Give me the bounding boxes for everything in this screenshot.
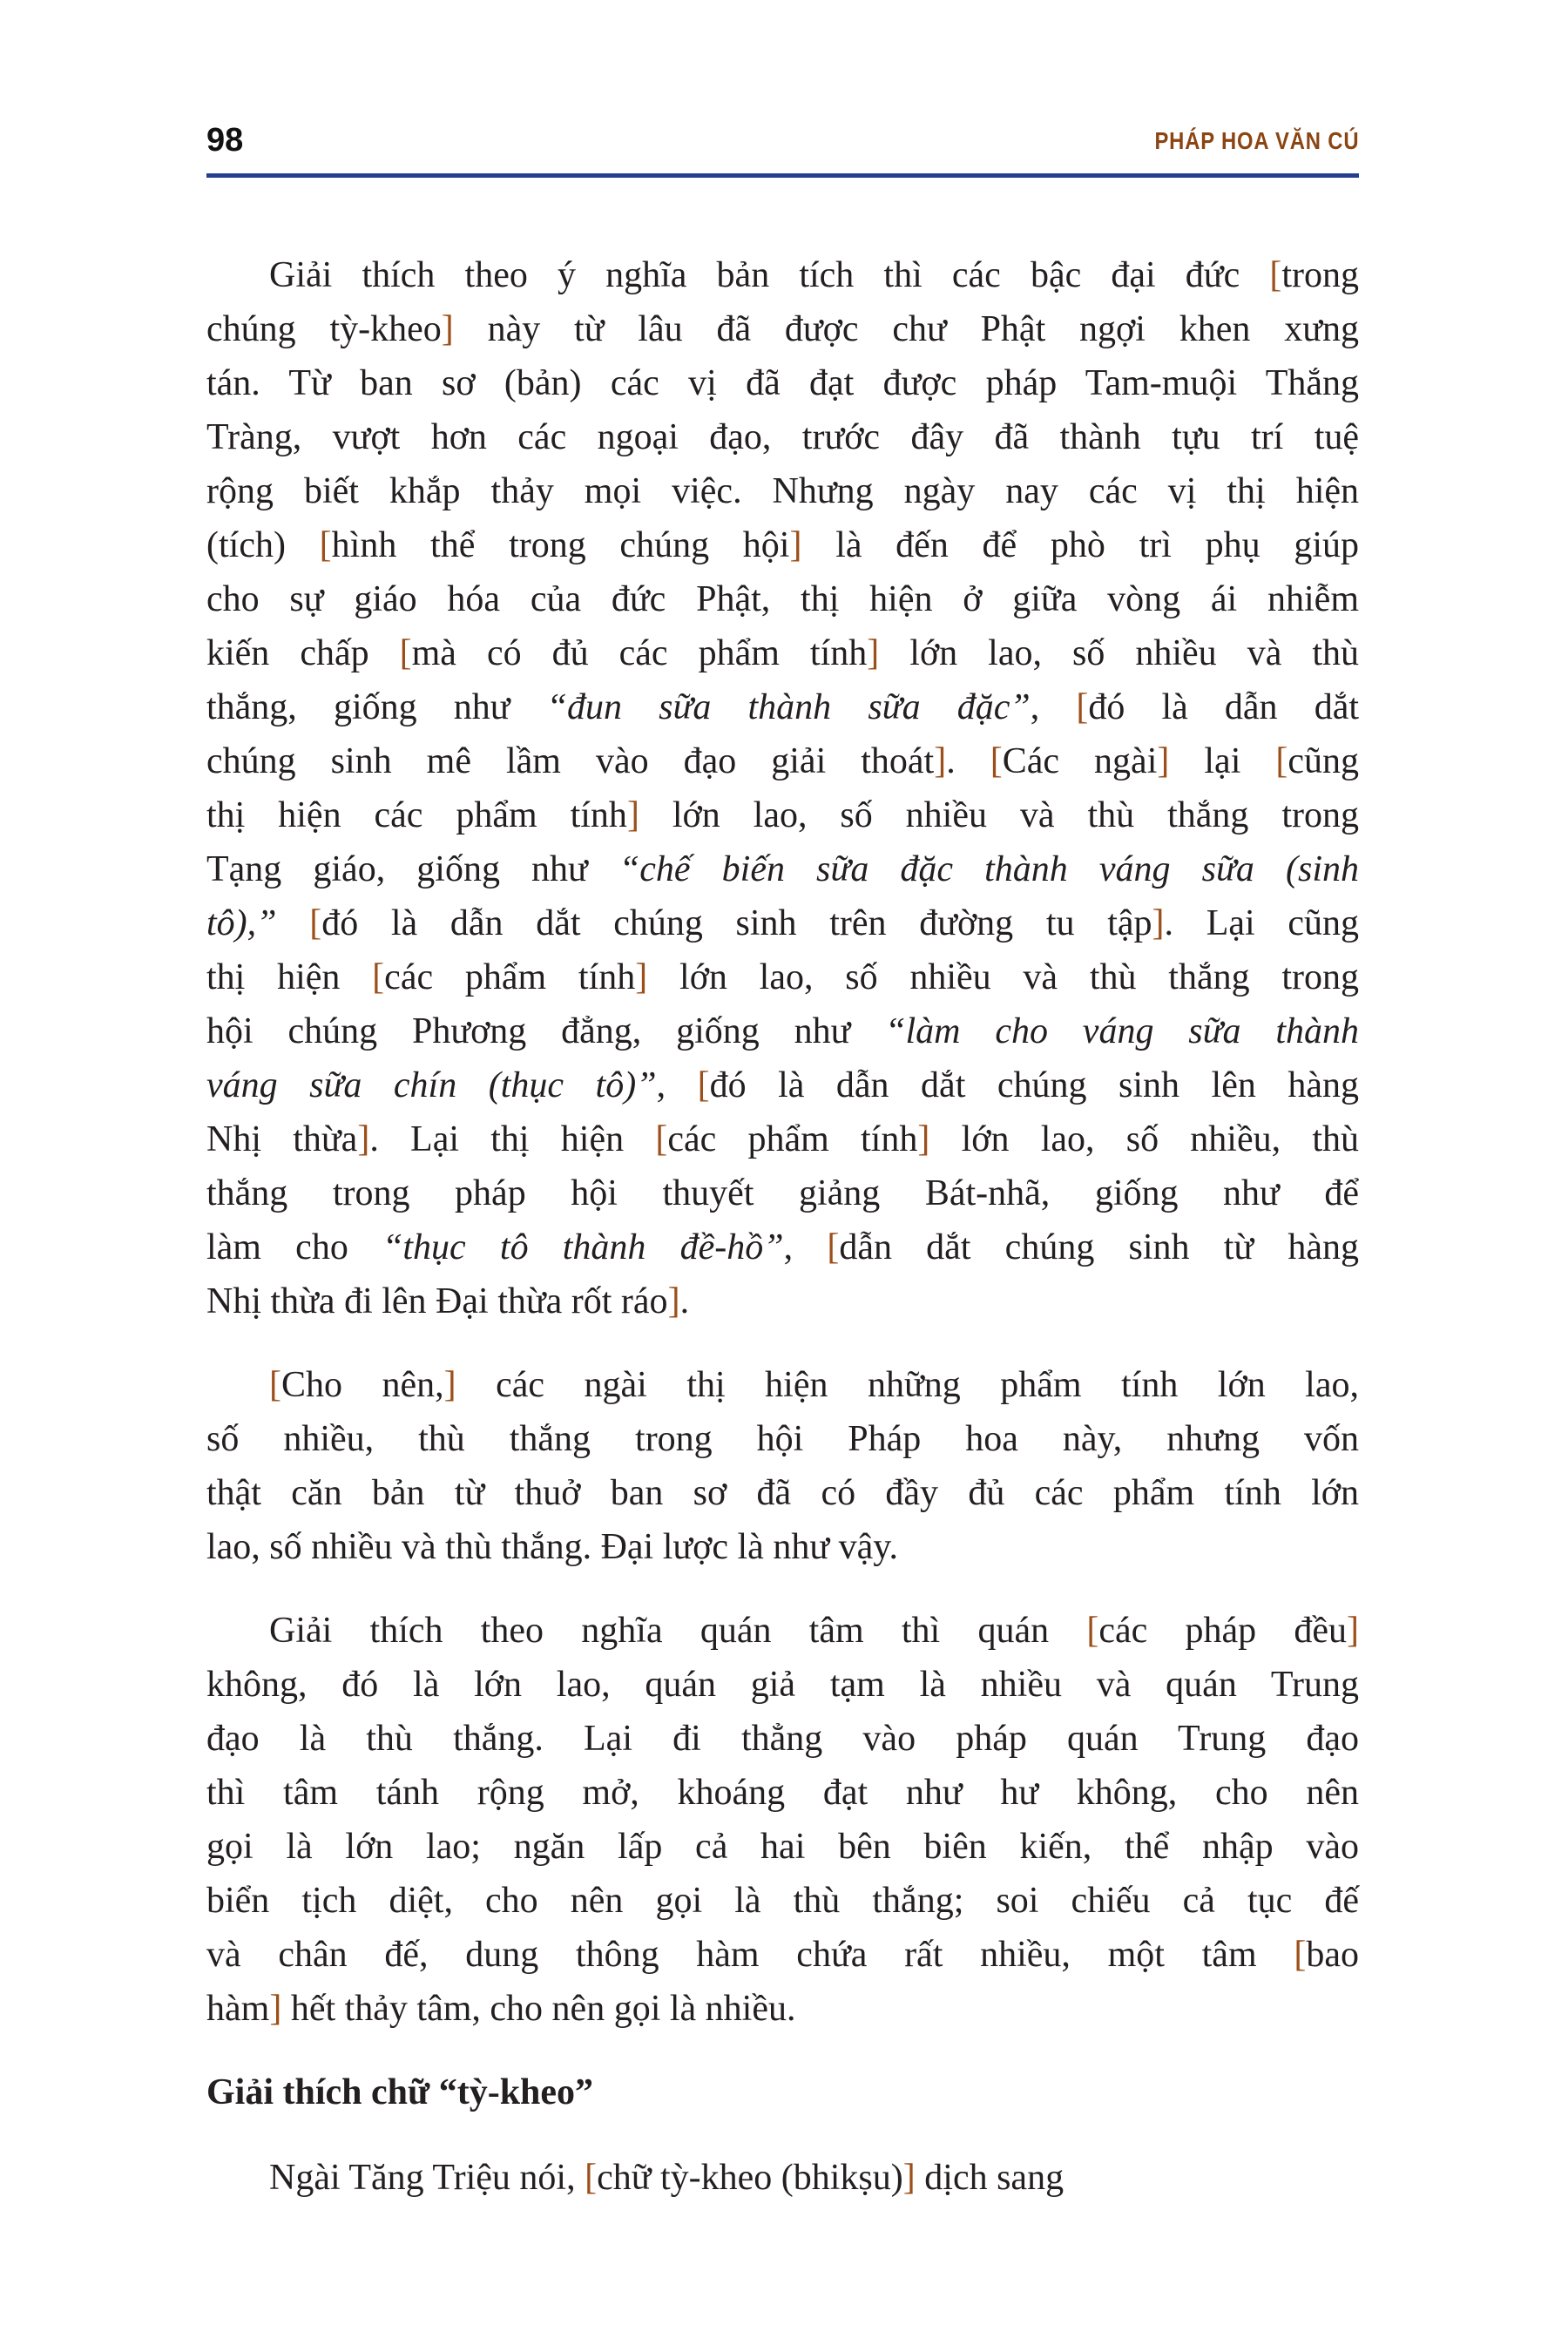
- text-run: Nhị thừa đi lên Đại thừa rốt ráo: [206, 1281, 668, 1321]
- text-run: Tạng giáo, giống như: [206, 849, 619, 889]
- paragraph-2: [206, 1358, 1359, 1574]
- text-line: [206, 356, 1359, 410]
- text-run: hội chúng Phương đẳng, giống như: [206, 1011, 886, 1051]
- text-run: đạo là thù thắng. Lại đi thẳng vào pháp quán Trung đạo: [206, 1719, 1359, 1759]
- text-line: [206, 1112, 1359, 1166]
- text-run: chúng sinh mê lầm vào đạo giải thoát: [206, 741, 935, 781]
- editorial-bracket: [: [372, 957, 385, 997]
- editorial-bracket: ]: [441, 309, 454, 349]
- text-line: [206, 950, 1359, 1004]
- text-line: [206, 896, 1359, 950]
- text-run: Giải thích theo ý nghĩa bản tích thì các bậc đại đức: [269, 255, 1270, 295]
- text-run: lớn lao, số nhiều và thù thắng trong: [647, 957, 1359, 997]
- editorial-bracket: [: [827, 1227, 840, 1267]
- body-text: [206, 248, 1359, 2234]
- text-run: ,: [1030, 687, 1077, 727]
- text-run: Các ngài: [1002, 741, 1158, 781]
- text-line: [206, 1358, 1359, 1412]
- italic-quote: váng sữa chín (thục tô)”: [206, 1065, 657, 1105]
- text-line: [206, 1412, 1359, 1466]
- text-run: Cho nên,: [281, 1365, 444, 1405]
- editorial-bracket: [: [1275, 741, 1288, 781]
- text-run: các phẩm tính: [667, 1119, 918, 1159]
- text-run: (tích): [206, 525, 320, 565]
- page-number: 98: [206, 122, 244, 159]
- text-run: các pháp đều: [1098, 1611, 1347, 1651]
- running-header: [206, 122, 1359, 166]
- text-line: [206, 1766, 1359, 1820]
- text-run: ,: [783, 1227, 828, 1267]
- text-run: các phẩm tính: [384, 957, 636, 997]
- text-run: đó là dẫn dắt: [1088, 687, 1360, 727]
- running-title: PHÁP HOA VĂN CÚ: [1154, 127, 1359, 154]
- editorial-bracket: [: [697, 1065, 710, 1105]
- text-run: lớn lao, số nhiều và thù thắng trong: [639, 795, 1359, 835]
- text-run: thị hiện các phẩm tính: [206, 795, 627, 835]
- text-line: [206, 1982, 1359, 2036]
- text-line: [206, 302, 1359, 356]
- text-run: rộng biết khắp thảy mọi việc. Nhưng ngày nay các vị thị hiện: [206, 471, 1359, 511]
- text-line: [206, 1004, 1359, 1058]
- editorial-bracket: ]: [635, 957, 648, 997]
- text-line: [206, 1712, 1359, 1766]
- text-run: hết thảy tâm, cho nên gọi là nhiều.: [281, 1989, 796, 2029]
- editorial-bracket: [: [585, 2158, 598, 2198]
- text-run: là đến để phò trì phụ giúp: [801, 525, 1359, 565]
- text-line: [206, 572, 1359, 626]
- editorial-bracket: ]: [1152, 903, 1165, 943]
- text-line: [206, 1820, 1359, 1874]
- text-run: tán. Từ ban sơ (bản) các vị đã đạt được pháp Tam-muội Thắng: [206, 363, 1359, 403]
- editorial-bracket: [: [655, 1119, 668, 1159]
- text-line: [206, 518, 1359, 572]
- text-run: hình thể trong chúng hội: [331, 525, 790, 565]
- text-line: [206, 680, 1359, 734]
- text-run: Giải thích theo nghĩa quán tâm thì quán: [269, 1611, 1087, 1651]
- editorial-bracket: ]: [867, 633, 880, 673]
- text-run: đó là dẫn dắt chúng sinh lên hàng: [709, 1065, 1360, 1105]
- text-run: Tràng, vượt hơn các ngoại đạo, trước đây đã thành tựu trí tuệ: [206, 417, 1359, 457]
- text-line: [206, 410, 1359, 464]
- text-run: cũng: [1288, 741, 1360, 781]
- text-run: trong: [1281, 255, 1359, 295]
- editorial-bracket: ]: [626, 795, 639, 835]
- text-run: .: [679, 1281, 690, 1321]
- editorial-bracket: [: [1086, 1611, 1099, 1651]
- header-rule: [206, 173, 1359, 178]
- text-run: thật căn bản từ thuở ban sơ đã có đầy đủ các phẩm tính lớn: [206, 1473, 1359, 1513]
- text-run: biển tịch diệt, cho nên gọi là thù thắng; soi chiếu cả tục đế: [206, 1881, 1359, 1921]
- editorial-bracket: [: [319, 525, 332, 565]
- text-run: lại: [1169, 741, 1276, 781]
- text-line: [206, 842, 1359, 896]
- editorial-bracket: ]: [789, 525, 802, 565]
- editorial-bracket: ]: [902, 2158, 916, 2198]
- editorial-bracket: ]: [1347, 1611, 1359, 1651]
- italic-quote: “chế biến sữa đặc thành váng sữa (sinh: [618, 849, 1359, 889]
- text-line: [206, 2151, 1359, 2205]
- text-line: [206, 1658, 1359, 1712]
- text-run: này từ lâu đã được chư Phật ngợi khen xưng: [453, 309, 1359, 349]
- text-run: dịch sang: [915, 2158, 1064, 2198]
- italic-quote: “thục tô thành đề-hồ”: [382, 1227, 784, 1267]
- text-run: Nhị thừa: [206, 1119, 358, 1159]
- text-line: [206, 1604, 1359, 1658]
- text-run: đó là dẫn dắt chúng sinh trên đường tu tập: [321, 903, 1152, 943]
- text-run: hàm: [206, 1989, 270, 2029]
- text-line: [206, 734, 1359, 788]
- text-run: làm cho: [206, 1227, 383, 1267]
- editorial-bracket: ]: [443, 1365, 456, 1405]
- text-run: . Lại cũng: [1164, 903, 1360, 943]
- editorial-bracket: ]: [269, 1989, 282, 2029]
- text-run: thắng, giống như: [206, 687, 547, 727]
- editorial-bracket: [: [990, 741, 1003, 781]
- text-line: [206, 1520, 1359, 1574]
- section-heading: Giải thích chữ “tỳ-kheo”: [206, 2072, 594, 2112]
- text-line: [206, 1466, 1359, 1520]
- text-run: thì tâm tánh rộng mở, khoáng đạt như hư không, cho nên: [206, 1773, 1359, 1813]
- text-line: [206, 1058, 1359, 1112]
- text-run: các ngài thị hiện những phẩm tính lớn lao,: [456, 1365, 1359, 1405]
- editorial-bracket: ]: [1157, 741, 1170, 781]
- text-run: cho sự giáo hóa của đức Phật, thị hiện ở giữa vòng ái nhiễm: [206, 579, 1359, 619]
- text-run: gọi là lớn lao; ngăn lấp cả hai bên biên kiến, thể nhập vào: [206, 1827, 1359, 1867]
- editorial-bracket: [: [1269, 255, 1282, 295]
- italic-quote: “làm cho váng sữa thành: [885, 1011, 1360, 1051]
- editorial-bracket: ]: [357, 1119, 370, 1159]
- editorial-bracket: [: [269, 1365, 281, 1405]
- text-run: thắng trong pháp hội thuyết giảng Bát-nhã, giống như để: [206, 1173, 1359, 1213]
- text-line: [206, 248, 1359, 302]
- text-line: [206, 1220, 1359, 1274]
- paragraph-3: [206, 1604, 1359, 2036]
- text-run: lớn lao, số nhiều, thù: [929, 1119, 1359, 1159]
- text-line: [206, 788, 1359, 842]
- text-run: . Lại thị hiện: [369, 1119, 656, 1159]
- text-run: ,: [656, 1065, 698, 1105]
- text-line: [206, 626, 1359, 680]
- text-run: lớn lao, số nhiều và thù: [879, 633, 1360, 673]
- editorial-bracket: ]: [917, 1119, 930, 1159]
- text-run: và chân đế, dung thông hàm chứa rất nhiều, một tâm: [206, 1935, 1294, 1975]
- text-run: không, đó là lớn lao, quán giả tạm là nhiều và quán Trung: [206, 1665, 1359, 1705]
- text-run: chữ tỳ-kheo (bhikṣu): [597, 2158, 903, 2198]
- text-run: kiến chấp: [206, 633, 400, 673]
- text-run: Ngài Tăng Triệu nói,: [269, 2158, 585, 2198]
- editorial-bracket: [: [309, 903, 322, 943]
- text-run: bao: [1306, 1935, 1359, 1975]
- text-line: [206, 1166, 1359, 1220]
- text-run: mà có đủ các phẩm tính: [411, 633, 868, 673]
- text-run: [277, 903, 310, 943]
- text-line: [206, 464, 1359, 518]
- paragraph-4: [206, 2151, 1359, 2205]
- text-run: dẫn dắt chúng sinh từ hàng: [839, 1227, 1360, 1267]
- text-run: chúng tỳ-kheo: [206, 309, 442, 349]
- text-line: [206, 1928, 1359, 1982]
- text-run: thị hiện: [206, 957, 373, 997]
- editorial-bracket: [: [1076, 687, 1089, 727]
- editorial-bracket: ]: [667, 1281, 680, 1321]
- editorial-bracket: [: [1294, 1935, 1307, 1975]
- text-line: [206, 1874, 1359, 1928]
- paragraph-1: [206, 248, 1359, 1328]
- editorial-bracket: [: [399, 633, 412, 673]
- italic-quote: “đun sữa thành sữa đặc”: [546, 687, 1031, 727]
- editorial-bracket: ]: [934, 741, 947, 781]
- text-line: [206, 1274, 1359, 1328]
- text-run: .: [946, 741, 990, 781]
- text-run: lao, số nhiều và thù thắng. Đại lược là như vậy.: [206, 1527, 899, 1567]
- italic-quote: tô),”: [206, 903, 277, 943]
- text-run: số nhiều, thù thắng trong hội Pháp hoa này, nhưng vốn: [206, 1419, 1359, 1459]
